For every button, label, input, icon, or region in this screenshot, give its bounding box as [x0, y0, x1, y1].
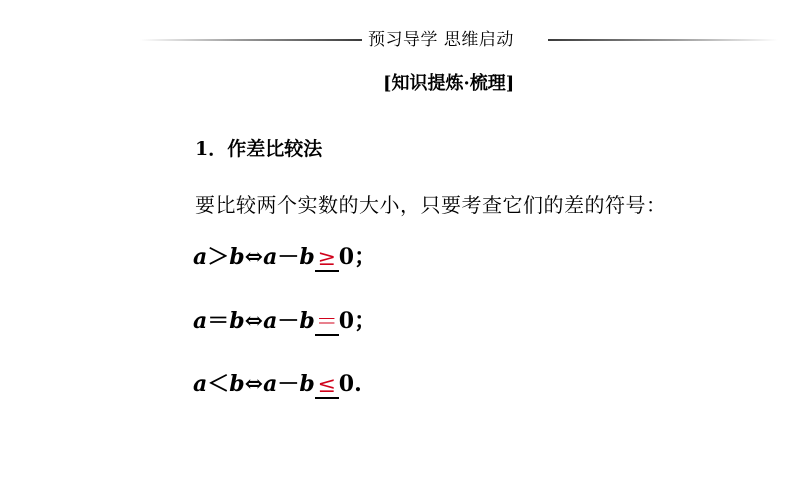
- formula-less: [193, 369, 362, 399]
- formula-equal: [193, 306, 376, 336]
- formula-end-punct: ；: [354, 308, 377, 334]
- header-rule-left: [140, 39, 362, 41]
- answer-blank: [315, 247, 339, 272]
- formula-term-b: b: [229, 371, 245, 397]
- formula-term-b: b: [299, 371, 315, 397]
- item-body-text: 要比较两个实数的大小，只要考查它们的差的符号：: [195, 193, 667, 217]
- formula-term-a: a: [263, 371, 278, 397]
- formula-term-b: b: [299, 308, 315, 334]
- formula-term-a: a: [193, 244, 208, 270]
- answer-blank: [315, 311, 339, 336]
- formula-zero: 0: [338, 371, 355, 397]
- formula-zero: 0: [338, 308, 355, 334]
- formula-term-a: a: [193, 371, 208, 397]
- formula-term-a: a: [263, 308, 278, 334]
- slide-header: [0, 28, 794, 52]
- header-rule-right: [548, 39, 778, 41]
- formula-term-b: b: [299, 244, 315, 270]
- answer-symbol: ≥: [317, 246, 336, 271]
- answer-blank: [315, 374, 339, 399]
- formula-iff: ⇔: [244, 244, 264, 270]
- formula-end-punct: ；: [354, 244, 377, 270]
- formula-minus: －: [277, 371, 300, 397]
- formula-relation: ＜: [207, 371, 230, 397]
- section-heading: [知识提炼·梳理]: [383, 73, 515, 94]
- header-title: 预习导学 思维启动: [368, 30, 514, 50]
- formula-zero: 0: [338, 244, 355, 270]
- formula-relation: ＝: [207, 308, 230, 334]
- formula-iff: ⇔: [244, 371, 264, 397]
- formula-end-punct: .: [354, 371, 362, 397]
- answer-symbol: ≤: [317, 373, 336, 398]
- formula-term-b: b: [229, 308, 245, 334]
- formula-minus: －: [277, 244, 300, 270]
- answer-symbol: ＝: [315, 310, 338, 335]
- formula-relation: ＞: [207, 244, 230, 270]
- formula-greater: [193, 242, 376, 272]
- formula-term-b: b: [229, 244, 245, 270]
- formula-iff: ⇔: [244, 308, 264, 334]
- item-heading: 1．作差比较法: [195, 138, 323, 160]
- formula-minus: －: [277, 308, 300, 334]
- formula-term-a: a: [193, 308, 208, 334]
- formula-term-a: a: [263, 244, 278, 270]
